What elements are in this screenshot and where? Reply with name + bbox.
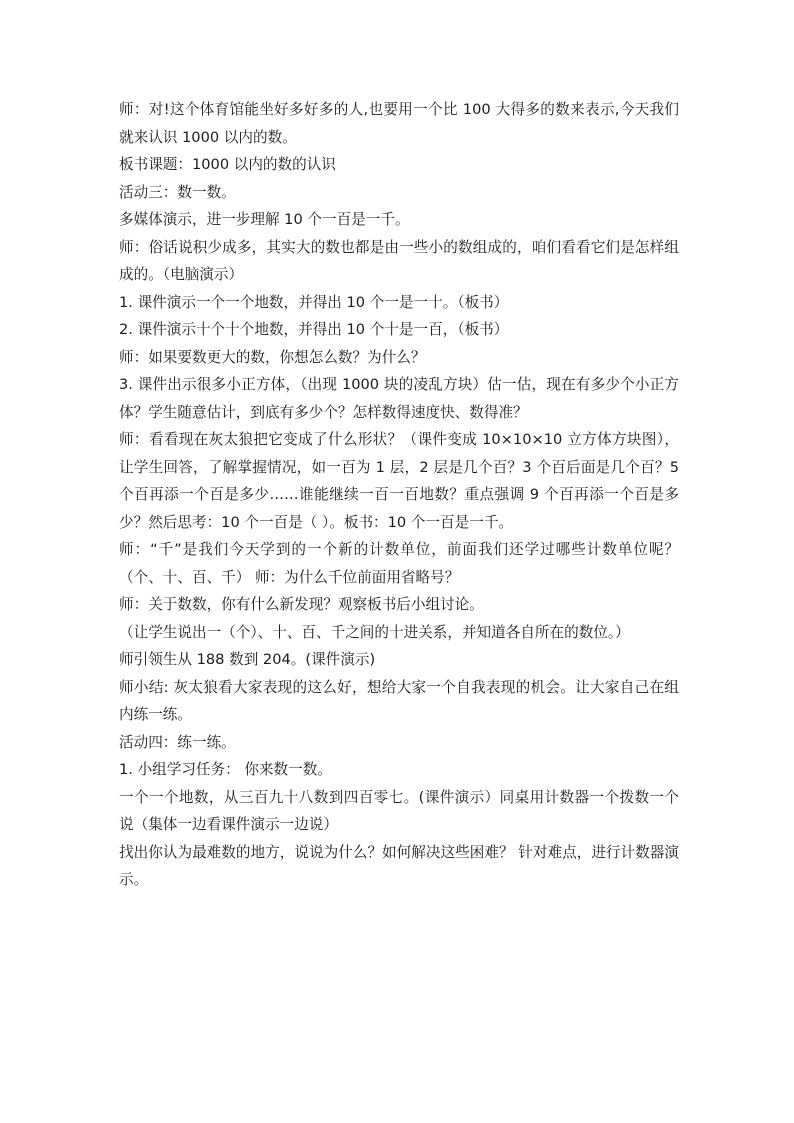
paragraph-board-title: 板书课题：1000 以内的数的认识 (119, 156, 336, 173)
paragraph-count-188-204: 师引领生从 188 数到 204。(课件演示) (119, 651, 376, 668)
paragraph-decimal-relation: （让学生说出一（个）、十、百、千之间的十进关系，并知道各自所在的数位。） (119, 623, 630, 641)
list-item-step-2: 2. 课件演示十个十个地数，并得出 10 个十是一百，（板书） (119, 321, 509, 338)
heading-activity-three: 活动三：数一数。 (119, 183, 236, 201)
paragraph-discussion: 师：关于数数，你有什么新发现？观察板书后小组讨论。 (119, 596, 484, 613)
list-item-step-3: 3. 课件出示很多小正方体，（出现 1000 块的凌乱方块）估一估，现在有多少个小正方体？学生随意估计，到底有多少个？怎样数得速度快、数得准？ (119, 376, 679, 421)
paragraph-count-398-407: 一个一个地数，从三百九十八数到四百零七。(课件演示）同桌用计数器一个拨数一个说（集体一边看课件演示一边说） (119, 788, 679, 833)
paragraph-cube-shape: 师：看看现在灰太狼把它变成了什么形状？（课件变成 10×10×10 立方体方块图），让学生回答，了解掌握情况，如一百为 1 层，2 层是几个百？3 个百后面是几个百？5 个百再添一个百是多少……谁能继续一百一百地数？重点强调 9 个百再添一个百是多少？然后思考：10 个一百是（ ）。板书：10 个一百是一千。 (119, 431, 679, 531)
list-item-group-task: 1. 小组学习任务： 你来数一数。 (119, 761, 332, 778)
paragraph-thousand-unit: 师：“千”是我们今天学到的一个新的计数单位，前面我们还学过哪些计数单位呢？（个、十、百、千） 师：为什么千位前面用省略号？ (119, 541, 679, 586)
paragraph-teacher-summary: 师小结: 灰太狼看大家表现的这么好，想给大家一个自我表现的机会。让大家自己在组内练一练。 (119, 678, 679, 723)
paragraph-teacher-intro: 师：对!这个体育馆能坐好多好多的人,也要用一个比 100 大得多的数来表示,今天我们就来认识 1000 以内的数。 (119, 101, 679, 146)
heading-activity-four: 活动四：练一练。 (119, 733, 236, 751)
paragraph-teacher-proverb: 师：俗话说积少成多，其实大的数也都是由一些小的数组成的，咱们看看它们是怎样组成的。（电脑演示） (119, 238, 679, 283)
paragraph-multimedia-demo: 多媒体演示，进一步理解 10 个一百是一千。 (119, 211, 410, 228)
paragraph-difficulties: 找出你认为最难数的地方，说说为什么？如何解决这些困难？ 针对难点，进行计数器演示。 (119, 843, 679, 888)
paragraph-teacher-question: 师：如果要数更大的数，你想怎么数？为什么？ (119, 348, 426, 366)
document-body (119, 96, 679, 894)
list-item-step-1: 1. 课件演示一个一个地数，并得出 10 个一是一十。（板书） (119, 293, 509, 311)
